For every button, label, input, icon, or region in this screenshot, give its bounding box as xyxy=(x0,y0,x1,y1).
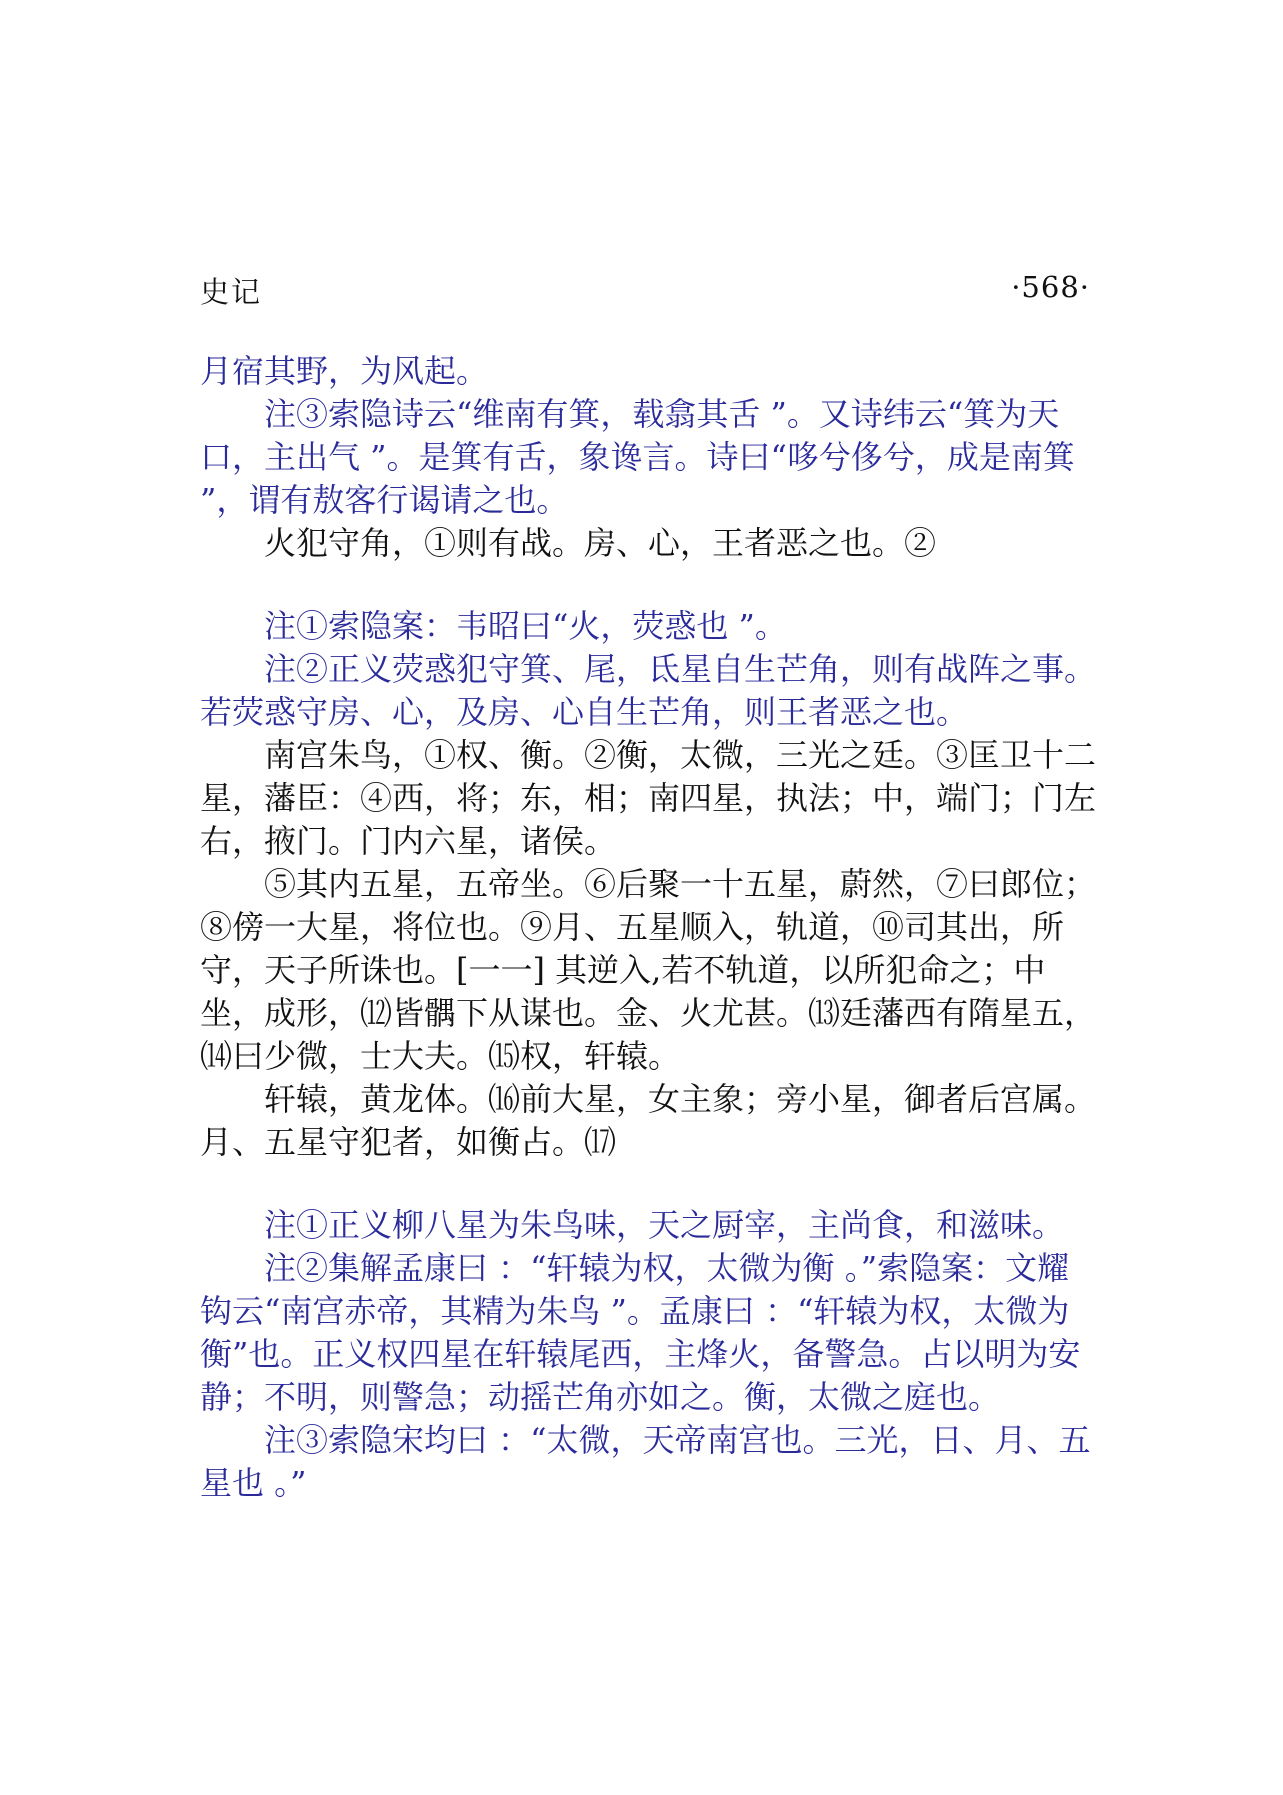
page-body xyxy=(200,350,1100,1505)
paragraph: 南宫朱鸟，①权、衡。②衡，太微，三光之廷。③匡卫十二星，藩臣：④西，将；东，相；南四星，执法；中，端门；门左右，掖门。门内六星，诸侯。 xyxy=(200,736,1097,860)
page-number: ·568· xyxy=(1011,270,1090,304)
paragraph: 注③索隐诗云“维南有箕，载翕其舌 ”。又诗纬云“箕为天口，主出气 ”。是箕有舌，象谗言。诗曰“哆兮侈兮，成是南箕 ”，谓有敖客行谒请之也。 xyxy=(200,395,1075,519)
paragraph: 注①索隐案：韦昭曰“火，荧惑也 ”。 xyxy=(264,607,787,645)
paragraph: 轩辕，黄龙体。⒃前大星，女主象；旁小星，御者后宫属。月、五星守犯者，如衡占。⒄ xyxy=(200,1080,1097,1161)
paragraph: 注③索隐宋均曰 ：“太微，天帝南宫也。三光，日、月、五星也 。” xyxy=(200,1421,1091,1502)
paragraph: 火犯守角，①则有战。房、心，王者恶之也。② xyxy=(264,524,937,562)
page-header xyxy=(200,270,1090,310)
paragraph: ⑤其内五星，五帝坐。⑥后聚一十五星，蔚然，⑦曰郎位；⑧傍一大星，将位也。⑨月、五星顺入，轨道，⑩司其出，所守，天子所诛也。[一一] 其逆入,若不轨道，以所犯命之；中坐，成形，⑿皆髃下从谋也。金、火尤甚。⒀廷藩西有隋星五，⒁曰少微，士大夫。⒂权，轩辕。 xyxy=(200,865,1097,1075)
paragraph: 注②集解孟康曰 ：“轩辕为权，太微为衡 。”索隐案：文耀钩云“南宫赤帝，其精为朱鸟 ”。孟康曰 ：“轩辕为权，太微为衡”也。正义权四星在轩辕尾西，主烽火，备警急。占以明为安静；不明，则警急；动摇芒角亦如之。衡，太微之庭也。 xyxy=(200,1249,1081,1416)
paragraph: 月宿其野，为风起。 xyxy=(200,352,489,390)
paragraph: 注②正义荧惑犯守箕、尾，氐星自生芒角，则有战阵之事。若荧惑守房、心，及房、心自生芒角，则王者恶之也。 xyxy=(200,650,1097,731)
book-title: 史记 xyxy=(200,275,263,309)
paragraph: 注①正义柳八星为朱鸟味，天之厨宰，主尚食，和滋味。 xyxy=(264,1206,1065,1244)
